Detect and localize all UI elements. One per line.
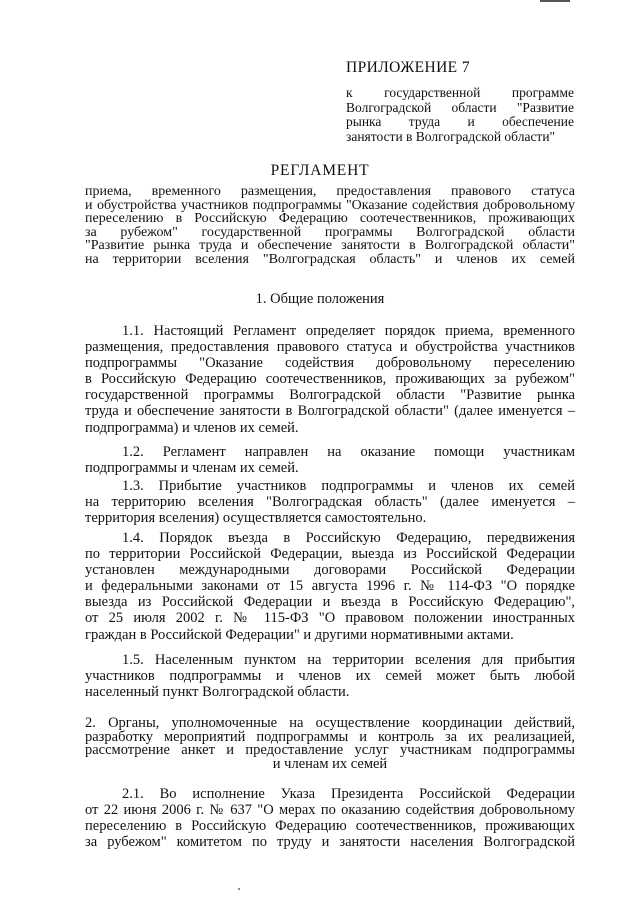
subtitle-line: приема, временного размещения, предоставления правового статуса	[85, 184, 575, 199]
paragraph-line: 1.5. Населенным пунктом на территории вселения для прибытия	[122, 652, 575, 668]
appendix-line: к государственной программе	[346, 85, 574, 100]
paragraph-line: 1.3. Прибытие участников подпрограммы и членов их семей	[122, 478, 575, 494]
document-title: РЕГЛАМЕНТ	[270, 162, 370, 179]
paragraph-1-4	[85, 530, 575, 643]
paragraph-line: в Российскую Федерацию соотечественников, проживающих за рубежом"	[85, 371, 575, 388]
document-subtitle	[85, 185, 575, 267]
paragraph-line: труда и обеспечение занятости в Волгоградской области" (далее именуется –	[85, 403, 575, 420]
paragraph-line: государственной программы Волгоградской области "Развитие рынка	[85, 387, 575, 404]
paragraph-line: территория вселения) осуществляется самостоятельно.	[85, 510, 427, 527]
paragraph-line: 1.4. Порядок въезда в Российскую Федерацию, передвижения	[122, 530, 575, 546]
scan-artifact	[540, 0, 570, 2]
paragraph-line: 1.2. Регламент направлен на оказание помощи участникам	[122, 444, 575, 460]
paragraph-line: граждан в Российской Федерации" и другими нормативными актами.	[85, 626, 514, 643]
paragraph-1-5	[85, 652, 575, 700]
paragraph-line: по территории Российской Федерации, выезда из Российской Федерации	[85, 546, 575, 563]
heading-line: разработку мероприятий подпрограммы и контроль за их реализацией,	[85, 728, 575, 745]
appendix-title: ПРИЛОЖЕНИЕ 7	[346, 59, 470, 76]
paragraph-line: на территорию вселения "Волгоградская область" (далее именуется –	[85, 494, 575, 511]
section-2-heading	[85, 717, 575, 771]
paragraph-line: установлен международными договорами Российской Федерации	[85, 562, 575, 579]
paragraph-line: от 22 июня 2006 г. № 637 "О мерах по оказанию содействия добровольному	[85, 802, 575, 819]
heading-line: и членам их семей	[272, 755, 388, 772]
paragraph-line: размещения, предоставления правового статуса и обустройства участников	[85, 339, 575, 356]
subtitle-line: за рубежом" государственной программы Волгоградской области	[85, 224, 575, 240]
paragraph-line: и федеральными законами от 15 августа 1996 г. № 114-ФЗ "О порядке	[85, 578, 575, 595]
appendix-reference	[346, 86, 574, 144]
paragraph-line: 2.1. Во исполнение Указа Президента Российской Федерации	[122, 786, 575, 802]
paragraph-line: 1.1. Настоящий Регламент определяет порядок приема, временного	[122, 323, 575, 339]
paragraph-line: от 25 июля 2002 г. № 115-ФЗ "О правовом положении иностранных	[85, 610, 575, 627]
heading-line: 2. Органы, уполномоченные на осуществление координации действий,	[85, 715, 575, 731]
subtitle-line: на территории вселения "Волгоградская область" и членов их семей	[85, 251, 575, 267]
paragraph-line: подпрограммы и членам их семей.	[85, 460, 299, 477]
paragraph-1-2	[85, 444, 575, 476]
appendix-line: рынка труда и обеспечение	[346, 114, 574, 129]
section-1-heading: 1. Общие положения	[255, 291, 385, 307]
appendix-line: Волгоградской области "Развитие	[346, 99, 574, 115]
subtitle-line: переселению в Российскую Федерацию соотечественников, проживающих	[85, 211, 575, 227]
paragraph-line: переселению в Российскую Федерацию соотечественников, проживающих	[85, 818, 575, 835]
paragraph-line: подпрограмма) и членов их семей.	[85, 419, 299, 436]
subtitle-line: "Развитие рынка труда и обеспечение занятости в Волгоградской области"	[85, 238, 575, 254]
paragraph-1-1	[85, 323, 575, 436]
paragraph-2-1	[85, 786, 575, 850]
subtitle-line: и обустройства участников подпрограммы "Оказание содействия добровольному	[85, 197, 575, 213]
paragraph-1-3	[85, 478, 575, 526]
paragraph-line: подпрограммы "Оказание содействия добровольному переселению	[85, 355, 575, 372]
paragraph-line: участников подпрограммы и членов их семей может быть любой	[85, 668, 575, 685]
appendix-line: занятости в Волгоградской области"	[346, 128, 556, 144]
scan-artifact	[238, 888, 240, 890]
paragraph-line: выезда из Российской Федерации и въезда в Российскую Федерацию",	[85, 594, 575, 611]
heading-line: рассмотрение анкет и предоставление услуг участникам подпрограммы	[85, 742, 575, 758]
paragraph-line: населенный пункт Волгоградской области.	[85, 684, 350, 701]
paragraph-line: за рубежом" комитетом по труду и занятости населения Волгоградской	[85, 834, 575, 851]
